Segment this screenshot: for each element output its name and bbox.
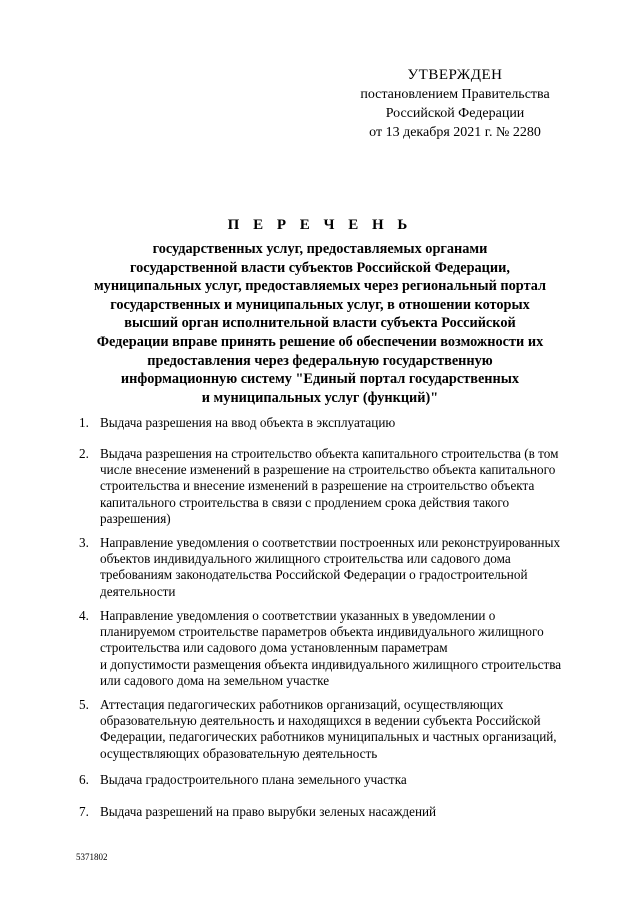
item-line: планируемом строительстве параметров объекта индивидуального жилищного	[100, 624, 544, 640]
list-item	[79, 608, 579, 689]
item-line: строительства и внесение изменений в разрешение на строительство объекта	[100, 478, 535, 494]
subtitle-line: предоставления через федеральную государственную	[147, 352, 493, 369]
approval-block	[340, 66, 570, 142]
document-code: 5371802	[76, 852, 108, 862]
item-line: и допустимости размещения объекта индивидуального жилищного строительства	[100, 656, 562, 672]
approval-line-3: от 13 декабря 2021 г. № 2280	[369, 125, 541, 140]
item-number: 6.	[79, 772, 89, 787]
item-number: 4.	[79, 608, 89, 623]
document-title: П Е Р Е Ч Е Н Ь	[227, 217, 413, 233]
item-text	[100, 804, 579, 820]
item-line: числе внесение изменений в разрешение на строительство объекта капитального	[100, 462, 556, 478]
list-item	[79, 446, 579, 527]
document-subtitle	[60, 240, 580, 407]
approval-line-2: Российской Федерации	[385, 106, 525, 121]
item-text	[100, 772, 579, 788]
item-line: разрешения)	[100, 510, 171, 526]
subtitle-line: высший орган исполнительной власти субъекта Российской	[124, 315, 516, 332]
item-line: Выдача градостроительного плана земельного участка	[100, 772, 407, 787]
subtitle-line: государственной власти субъектов Российской Федерации,	[130, 259, 510, 276]
approval-line-1: постановлением Правительства	[360, 87, 550, 102]
item-line: осуществляющих образовательную деятельность	[100, 745, 378, 761]
item-line: строительства или садового дома установленным параметрам	[100, 640, 448, 656]
item-line: или садового дома на земельном участке	[100, 672, 330, 688]
list-item	[79, 535, 579, 600]
item-line: капитального строительства в связи с продлением срока действия такого	[100, 494, 510, 510]
item-line: образовательную деятельность и находящихся в ведении субъекта Российской	[100, 713, 541, 729]
item-line: Направление уведомления о соответствии указанных в уведомлении о	[100, 608, 496, 623]
item-line: Аттестация педагогических работников организаций, осуществляющих	[100, 697, 504, 712]
list-item	[79, 415, 579, 431]
subtitle-line: информационную систему "Единый портал государственных	[120, 371, 520, 388]
item-text	[100, 535, 579, 600]
subtitle-line: и муниципальных услуг (функций)"	[201, 389, 439, 406]
item-line: объектов индивидуального жилищного строительства или садового дома	[100, 551, 511, 567]
subtitle-line: государственных и муниципальных услуг, в отношении которых	[110, 296, 530, 313]
item-text	[100, 608, 579, 689]
item-line: требованиям законодательства Российской Федерации о градостроительной	[100, 567, 528, 583]
approval-title: УТВЕРЖДЕН	[407, 67, 503, 83]
item-line: Федерации, педагогических работников муниципальных и частных организаций,	[100, 729, 557, 745]
item-line: Направление уведомления о соответствии построенных или реконструированных	[100, 535, 561, 550]
item-number: 1.	[79, 415, 89, 430]
item-line: Выдача разрешения на строительство объекта капитального строительства (в том	[100, 446, 559, 461]
item-number: 5.	[79, 697, 89, 712]
subtitle-line: государственных услуг, предоставляемых органами	[152, 241, 488, 257]
list-item	[79, 697, 579, 762]
item-number: 3.	[79, 535, 89, 550]
item-line: деятельности	[100, 583, 176, 599]
item-line: Выдача разрешения на ввод объекта в эксплуатацию	[100, 415, 396, 430]
subtitle-line: Федерации вправе принять решение об обеспечении возможности их	[96, 333, 544, 350]
list-item	[79, 804, 579, 820]
item-number: 2.	[79, 446, 89, 461]
item-text	[100, 446, 579, 527]
item-text	[100, 415, 579, 431]
list-item	[79, 772, 579, 788]
subtitle-line: муниципальных услуг, предоставляемых через региональный портал	[93, 278, 547, 295]
item-line: Выдача разрешений на право вырубки зеленых насаждений	[100, 804, 437, 819]
item-text	[100, 697, 579, 762]
item-number: 7.	[79, 804, 89, 819]
